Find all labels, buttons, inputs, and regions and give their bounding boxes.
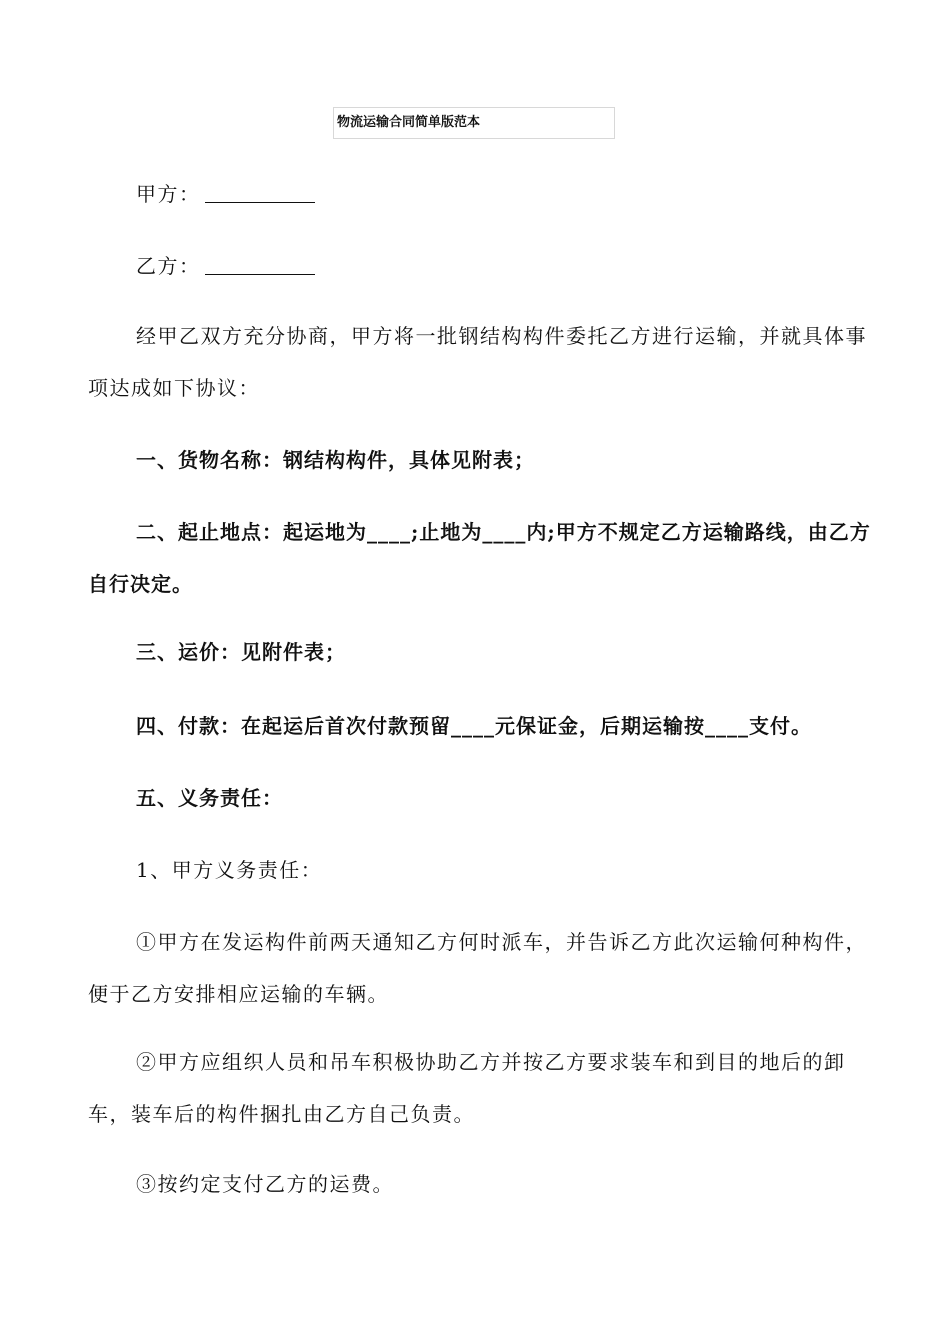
- clause-3: 三、运价：见附件表；: [136, 640, 346, 664]
- party-a-label: 甲方：: [136, 182, 201, 206]
- party-b-blank: [205, 273, 315, 275]
- clause-5: 五、义务责任：: [136, 786, 283, 810]
- party-b-label: 乙方：: [136, 254, 201, 278]
- item-1: ①甲方在发运构件前两天通知乙方何时派车，并告诉乙方此次运输何种构件，便于乙方安排相应运输的车辆。: [88, 930, 867, 1006]
- document-title: 物流运输合同简单版范本: [333, 107, 615, 139]
- clause-2: 二、起止地点：起运地为____;止地为____内;甲方不规定乙方运输路线，由乙方自行决定。: [88, 520, 871, 596]
- clause-1: 一、货物名称：钢结构构件，具体见附表；: [136, 448, 535, 472]
- party-b-line: [88, 240, 878, 292]
- item-3: ③按约定支付乙方的运费。: [136, 1172, 394, 1196]
- sub-clause-1: 1、甲方义务责任：: [136, 858, 323, 882]
- item-2: ②甲方应组织人员和吊车积极协助乙方并按乙方要求装车和到目的地后的卸车，装车后的构件捆扎由乙方自己负责。: [88, 1050, 846, 1126]
- party-a-blank: [205, 201, 315, 203]
- intro-paragraph: 经甲乙双方充分协商，甲方将一批钢结构构件委托乙方进行运输，并就具体事项达成如下协议：: [88, 324, 867, 400]
- clause-4: 四、付款：在起运后首次付款预留____元保证金，后期运输按____支付。: [136, 714, 812, 738]
- party-a-line: [88, 168, 878, 220]
